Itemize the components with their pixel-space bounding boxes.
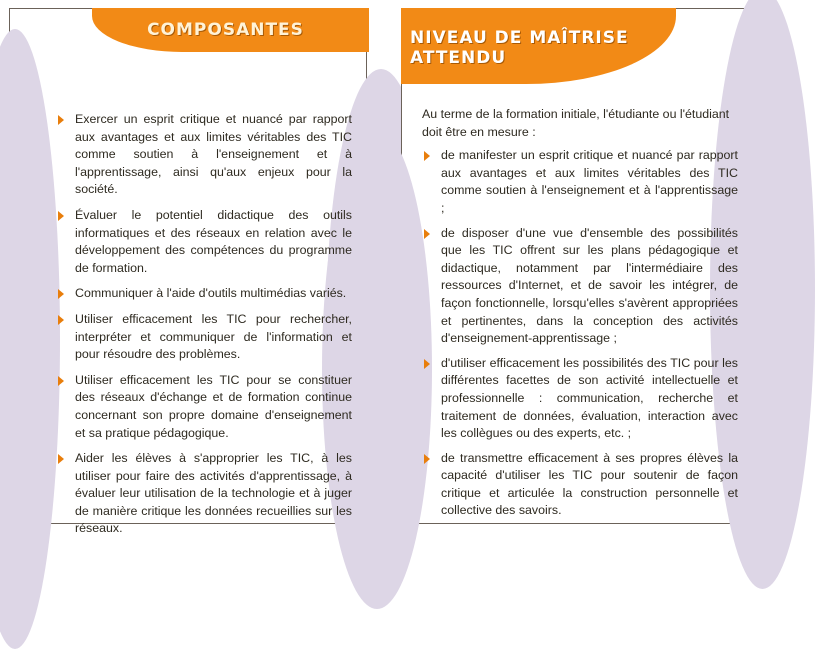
list-item: de manifester un esprit critique et nuancé par rapport aux avantages et aux limites véritables des TIC comme soutien à l'enseignement et à l'apprentissage ; [422,147,738,217]
list-item: Communiquer à l'aide d'outils multimédias variés. [56,285,352,303]
decorative-curve-left [0,29,60,649]
triangle-bullet-icon [424,359,430,369]
triangle-bullet-icon [58,289,64,299]
list-item: d'utiliser efficacement les possibilités des TIC pour les différentes facettes de son activité intellectuelle et professionnelle : communication, recherche et traitement de données, évaluation, interaction avec les collègues ou des experts, etc. ; [422,355,738,443]
list-item: Aider les élèves à s'approprier les TIC, à les utiliser pour faire des activités d'apprentissage, à évaluer leur utilisation de la technologie et à juger de manière critique les données recueillies sur les réseaux. [56,450,352,538]
list-item: Utiliser efficacement les TIC pour se constituer des réseaux d'échange et de formation continue concernant son propre domaine d'enseignement et sa pratique pédagogique. [56,372,352,442]
niveau-maitrise-banner [401,8,676,84]
niveau-maitrise-panel [401,8,756,524]
list-item: de transmettre efficacement à ses propres élèves la capacité d'utiliser les TIC pour soutenir de façon critique et articulée la construction personnelle et collective des savoirs. [422,450,738,520]
niveau-maitrise-content [422,106,738,527]
composantes-content [56,111,352,546]
list-item: Utiliser efficacement les TIC pour rechercher, interpréter et communiquer de l'information et pour résoudre des problèmes. [56,311,352,364]
composantes-title: COMPOSANTES [147,20,304,40]
niveau-maitrise-title: NIVEAU DE MAÎTRISE ATTENDU [410,28,629,68]
composantes-banner [92,8,369,52]
triangle-bullet-icon [58,211,64,221]
list-item: Évaluer le potentiel didactique des outils informatiques et des réseaux en relation avec le développement des compétences du programme de formation. [56,207,352,277]
list-item: Exercer un esprit critique et nuancé par rapport aux avantages et aux limites véritables des TIC comme soutien à l'enseignement et à l'apprentissage, ainsi qu'aux enjeux pour la société. [56,111,352,199]
triangle-bullet-icon [424,454,430,464]
niveau-maitrise-list [422,147,738,520]
triangle-bullet-icon [424,229,430,239]
triangle-bullet-icon [58,315,64,325]
composantes-list [56,111,352,538]
triangle-bullet-icon [58,115,64,125]
composantes-panel [9,8,367,536]
intro-text: Au terme de la formation initiale, l'étudiante ou l'étudiant doit être en mesure : [422,107,730,139]
triangle-bullet-icon [58,376,64,386]
triangle-bullet-icon [58,454,64,464]
triangle-bullet-icon [424,151,430,161]
list-item: de disposer d'une vue d'ensemble des possibilités que les TIC offrent sur les plans pédagogique et didactique, notamment par l'intermédiaire des ressources d'Internet, et de savoir les intégrer, de façon fonctionnelle, lorsqu'elles s'avèrent appropriées et pertinentes, dans la conception des activités d'enseignement-apprentissage ; [422,225,738,348]
